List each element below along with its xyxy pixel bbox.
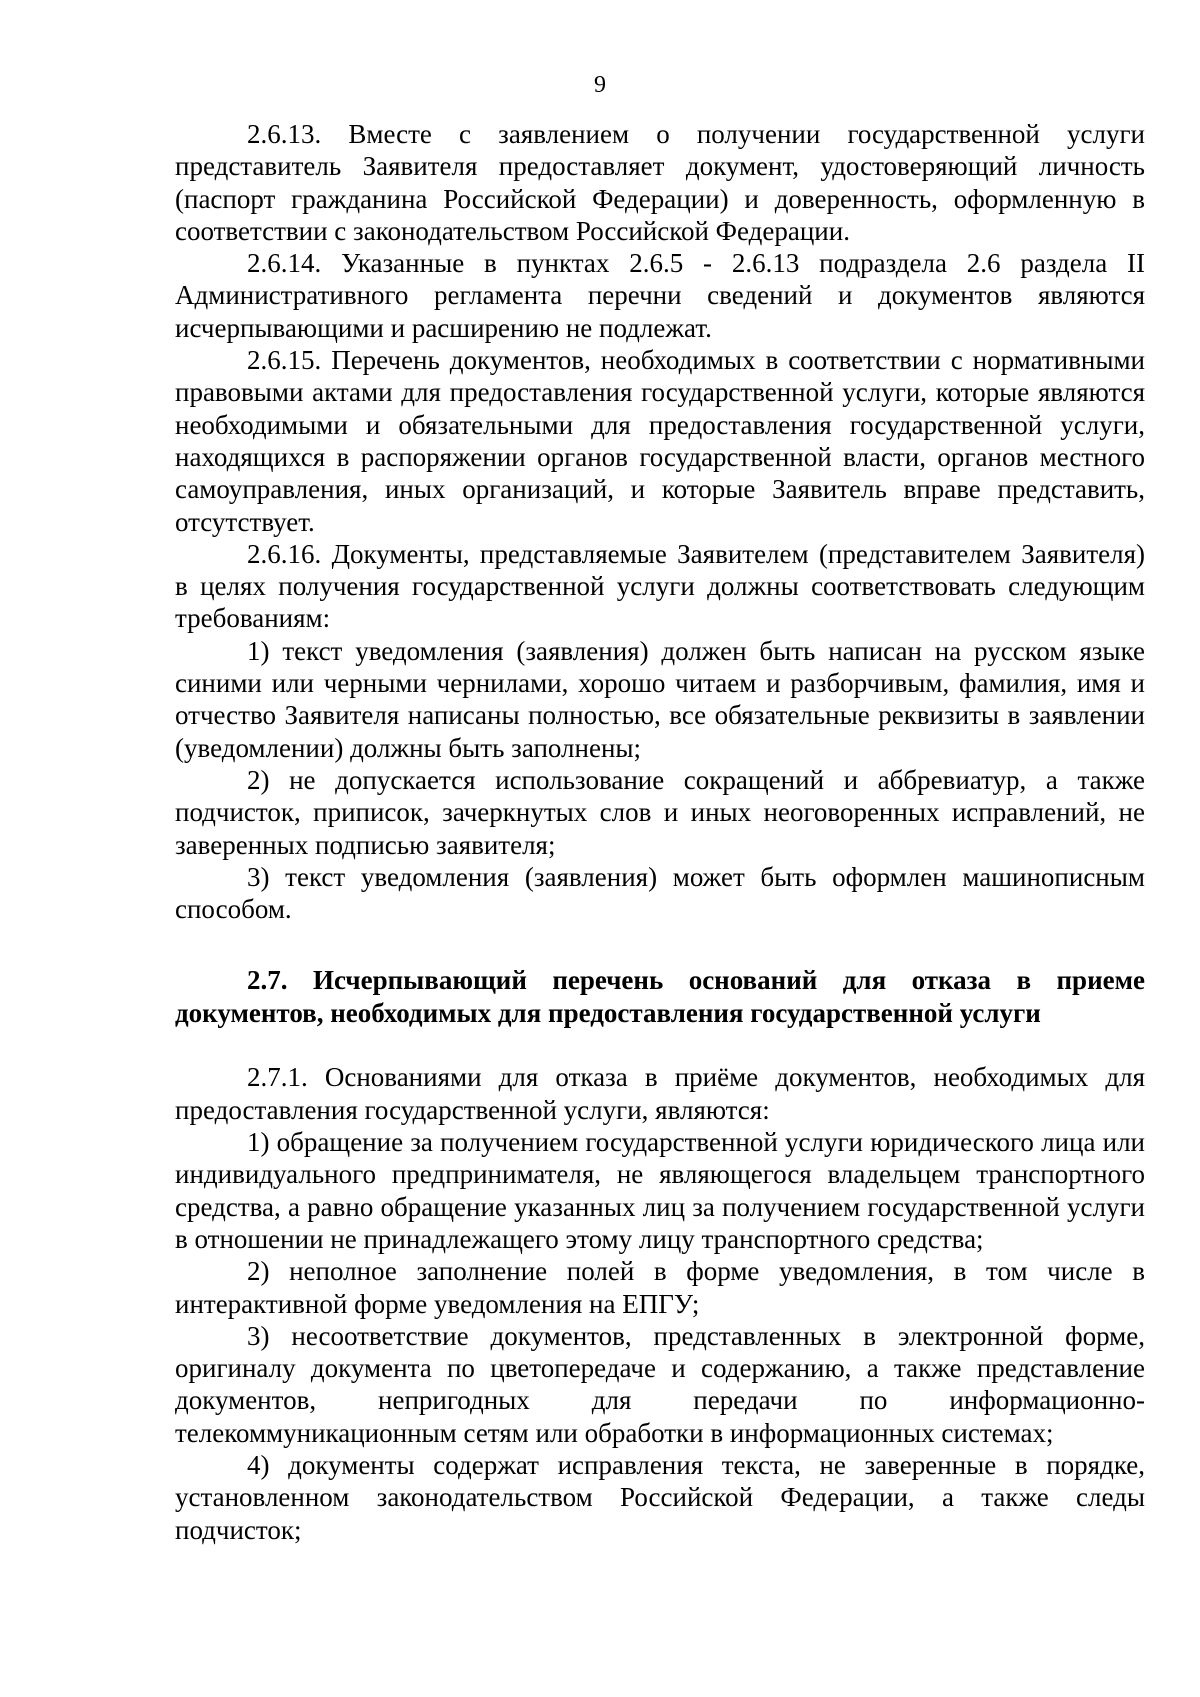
paragraph-2-7-1: 2.7.1. Основаниями для отказа в приёме документов, необходимых для предоставления государственной услуги, являются: bbox=[175, 1062, 1145, 1125]
paragraph-2-6-14: 2.6.14. Указанные в пунктах 2.6.5 - 2.6.13 подраздела 2.6 раздела II Административного регламента перечни сведений и документов являются исчерпывающими и расширению не подлежат. bbox=[175, 248, 1145, 343]
list-item-requirement-3: 3) текст уведомления (заявления) может быть оформлен машинописным способом. bbox=[175, 861, 1145, 925]
list-item-refusal-3: 3) несоответствие документов, представленных в электронной форме, оригиналу документа по цветопередаче и содержанию, а также представление документов, непригодных для передачи по информационно-телекоммуникационным сетям или обработки в информационных системах; bbox=[175, 1320, 1145, 1448]
paragraph-2-6-13: 2.6.13. Вместе с заявлением о получении государственной услуги представитель Заявителя предоставляет документ, удостоверяющий личность (паспорт гражданина Российской Федерации) и доверенность, оформленную в соответствии с законодательством Российской Федерации. bbox=[175, 119, 1145, 246]
paragraph-2-6-16: 2.6.16. Документы, представляемые Заявителем (представителем Заявителя) в целях получения государственной услуги должны соответствовать следующим требованиям: bbox=[175, 538, 1145, 634]
list-item-refusal-4: 4) документы содержат исправления текста, не заверенные в порядке, установленном законодательством Российской Федерации, а также следы подчисток; bbox=[175, 1449, 1145, 1545]
paragraph-2-6-15: 2.6.15. Перечень документов, необходимых в соответствии с нормативными правовыми актами для предоставления государственной услуги, которые являются необходимыми и обязательными для предоставления государственной услуги, находящихся в распоряжении органов государственной власти, органов местного самоуправления, иных организаций, и которые Заявитель вправе представить, отсутствует. bbox=[175, 345, 1145, 537]
list-item-refusal-2: 2) неполное заполнение полей в форме уведомления, в том числе в интерактивной форме уведомления на ЕПГУ; bbox=[175, 1256, 1145, 1319]
list-item-refusal-1: 1) обращение за получением государственной услуги юридического лица или индивидуального предпринимателя, не являющегося владельцем транспортного средства, а равно обращение указанных лиц за получением государственной услуги в отношении не принадлежащего этому лицу транспортного средства; bbox=[175, 1127, 1145, 1254]
section-heading-2-7: 2.7. Исчерпывающий перечень оснований для отказа в приеме документов, необходимых для предоставления государственной услуги bbox=[175, 965, 1145, 1029]
page-number: 9 bbox=[594, 72, 606, 98]
list-item-requirement-2: 2) не допускается использование сокращений и аббревиатур, а также подчисток, приписок, зачеркнутых слов и иных неоговоренных исправлений, не заверенных подписью заявителя; bbox=[175, 764, 1145, 860]
list-item-requirement-1: 1) текст уведомления (заявления) должен быть написан на русском языке синими или черными чернилами, хорошо читаем и разборчивым, фамилия, имя и отчество Заявителя написаны полностью, все обязательные реквизиты в заявлении (уведомлении) должны быть заполнены; bbox=[175, 635, 1145, 763]
document-body bbox=[175, 118, 1145, 1546]
